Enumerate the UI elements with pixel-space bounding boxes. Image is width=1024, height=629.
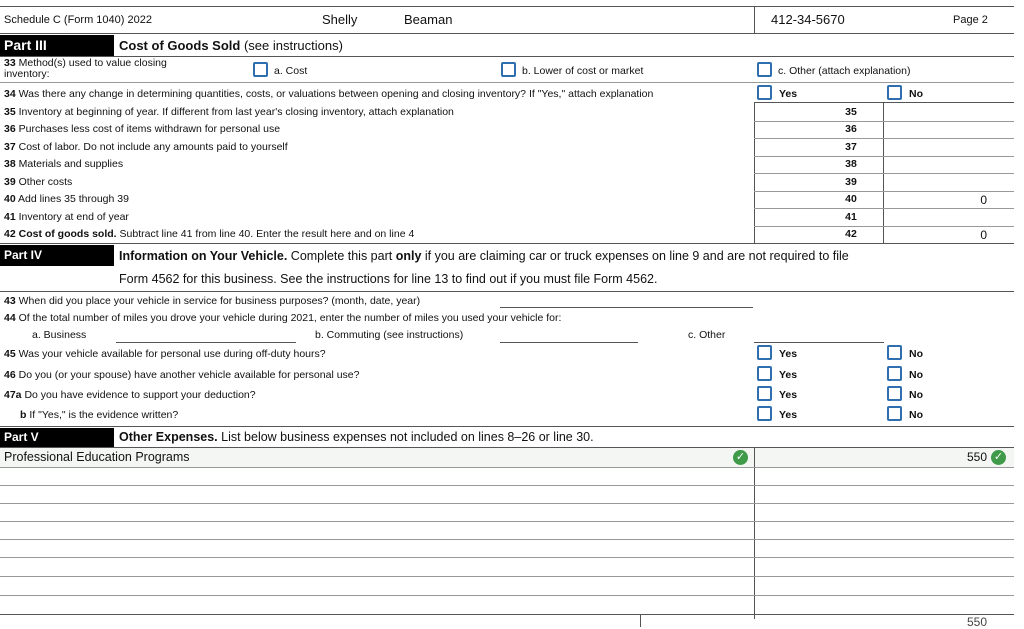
line-46-label: 46 Do you (or your spouse) have another vehicle available for personal use?: [4, 369, 360, 381]
top-rule: [0, 6, 1014, 7]
line-38-rule: [754, 173, 1014, 174]
line-b-yes-label: Yes: [779, 409, 798, 421]
line-37-box-number: 37: [845, 140, 857, 153]
line-b-label: b If "Yes," is the evidence written?: [20, 409, 179, 421]
line-47a-no-label: No: [909, 389, 923, 401]
line-b-no-checkbox[interactable]: [887, 406, 902, 421]
line-45-yes-label: Yes: [779, 348, 798, 360]
line-47a-yes-label: Yes: [779, 389, 798, 401]
line-44-label: 44 Of the total number of miles you drove your vehicle during 2021, enter the number of miles you used your vehicle for:: [4, 312, 562, 324]
line-41-box-number: 41: [845, 210, 857, 223]
header-rule: [0, 33, 1014, 34]
method-cost-label: a. Cost: [274, 65, 308, 77]
date-in-service-field[interactable]: [500, 307, 753, 308]
rule: [0, 557, 1014, 558]
line-39-box-number: 39: [845, 175, 857, 188]
line-39-rule: [754, 191, 1014, 192]
first-name: Shelly: [322, 12, 358, 27]
part5-title: Other Expenses. List below business expenses not included on lines 8–26 or line 30.: [119, 430, 594, 444]
line-33-label: 33 Method(s) used to value closing inventory:: [4, 57, 167, 80]
form-name: Schedule C (Form 1040) 2022: [4, 14, 152, 26]
method-lower-checkbox[interactable]: [501, 62, 516, 77]
line34-no-label: No: [909, 88, 923, 100]
rule: [0, 503, 1014, 504]
ssn: 412-34-5670: [771, 12, 845, 27]
line-38-label: 38 Materials and supplies: [4, 158, 124, 170]
line34-no-checkbox[interactable]: [887, 85, 902, 100]
line34-yes-label: Yes: [779, 88, 798, 100]
line-36-box-number: 36: [845, 123, 857, 135]
rule: [0, 467, 1014, 468]
rule: [0, 539, 1014, 540]
line-47a-no-checkbox[interactable]: [887, 386, 902, 401]
line-45-yes-checkbox[interactable]: [757, 345, 772, 360]
part4-title: Information on Your Vehicle. Complete this part only if you are claiming car or truck expenses on line 9 and are not required to file: [119, 249, 849, 263]
expense-amount[interactable]: 550: [966, 450, 987, 464]
checkmark-icon: ✓: [733, 450, 748, 465]
line-46-no-checkbox[interactable]: [887, 366, 902, 381]
rule: [754, 447, 755, 619]
line-40-rule: [754, 208, 1014, 209]
line-34-label: 34 Was there any change in determining quantities, costs, or valuations between opening and closing inventory? If "Yes," attach explanation: [4, 88, 654, 100]
header-divider: [754, 6, 755, 33]
line-42-amount[interactable]: 0: [980, 227, 987, 242]
line-43-label: 43 When did you place your vehicle in service for business purposes? (month, date, year): [4, 295, 421, 307]
rule: [0, 243, 1014, 244]
line-47a-yes-checkbox[interactable]: [757, 386, 772, 401]
line-44b-label: b. Commuting (see instructions): [315, 329, 464, 341]
commuting-miles-field[interactable]: [500, 342, 638, 343]
line-b-yes-checkbox[interactable]: [757, 406, 772, 421]
total-expenses-amount: 550: [966, 615, 987, 629]
line-45-no-label: No: [909, 348, 923, 360]
other-miles-field[interactable]: [754, 342, 884, 343]
part4-tag: Part IV: [0, 245, 114, 266]
rule: [0, 614, 1014, 615]
line-40-box-number: 40: [845, 193, 857, 205]
line-37-label: 37 Cost of labor. Do not include any amounts paid to yourself: [4, 140, 288, 153]
line-45-label: 45 Was your vehicle available for personal use during off-duty hours?: [4, 348, 326, 360]
rule: [0, 485, 1014, 486]
line-44a-label: a. Business: [32, 329, 87, 341]
line-40-label: 40 Add lines 35 through 39: [4, 193, 129, 205]
line-36-label: 36 Purchases less cost of items withdrawn for personal use: [4, 123, 281, 135]
checkmark-icon: ✓: [991, 450, 1006, 465]
rule: [0, 426, 1014, 427]
page-number: Page 2: [953, 14, 988, 26]
line-42-box-number: 42: [845, 228, 857, 240]
line-44c-label: c. Other: [688, 329, 726, 341]
part4-desc-line2: Form 4562 for this business. See the instructions for line 13 to find out if you must file Form 4562.: [119, 272, 658, 286]
line-36-rule: [754, 138, 1014, 139]
line-35-label: 35 Inventory at beginning of year. If different from last year's closing inventory, attach explanation: [4, 105, 454, 118]
expense-description[interactable]: Professional Education Programs: [4, 450, 190, 464]
method-lower-label: b. Lower of cost or market: [522, 65, 644, 77]
line-38-box-number: 38: [845, 158, 857, 170]
line-42-label: 42 Cost of goods sold. Subtract line 41 from line 40. Enter the result here and on line 4: [4, 228, 415, 240]
line-40-amount[interactable]: 0: [980, 192, 987, 207]
part3-tag: Part III: [0, 35, 114, 56]
last-name: Beaman: [404, 12, 453, 27]
part5-tag: Part V: [0, 428, 114, 447]
line-35-box-number: 35: [845, 105, 857, 118]
method-other-label: c. Other (attach explanation): [778, 65, 911, 77]
part3-title: Cost of Goods Sold (see instructions): [119, 38, 343, 53]
line-47a-label: 47a Do you have evidence to support your deduction?: [4, 389, 256, 401]
line-b-no-label: No: [909, 409, 923, 421]
business-miles-field[interactable]: [116, 342, 296, 343]
line-46-no-label: No: [909, 369, 923, 381]
method-cost-checkbox[interactable]: [253, 62, 268, 77]
line-46-yes-checkbox[interactable]: [757, 366, 772, 381]
line34-yes-checkbox[interactable]: [757, 85, 772, 100]
rule: [0, 291, 1014, 292]
line-35-rule: [754, 121, 1014, 122]
rule: [754, 102, 1014, 103]
rule: [640, 614, 641, 627]
line-41-label: 41 Inventory at end of year: [4, 210, 129, 223]
rule: [0, 521, 1014, 522]
rule: [0, 576, 1014, 577]
method-other-checkbox[interactable]: [757, 62, 772, 77]
rule: [0, 595, 1014, 596]
line-45-no-checkbox[interactable]: [887, 345, 902, 360]
line-39-label: 39 Other costs: [4, 175, 73, 188]
rule: [0, 82, 1014, 83]
line-37-rule: [754, 156, 1014, 157]
line-41-rule: [754, 226, 1014, 227]
line-46-yes-label: Yes: [779, 369, 798, 381]
